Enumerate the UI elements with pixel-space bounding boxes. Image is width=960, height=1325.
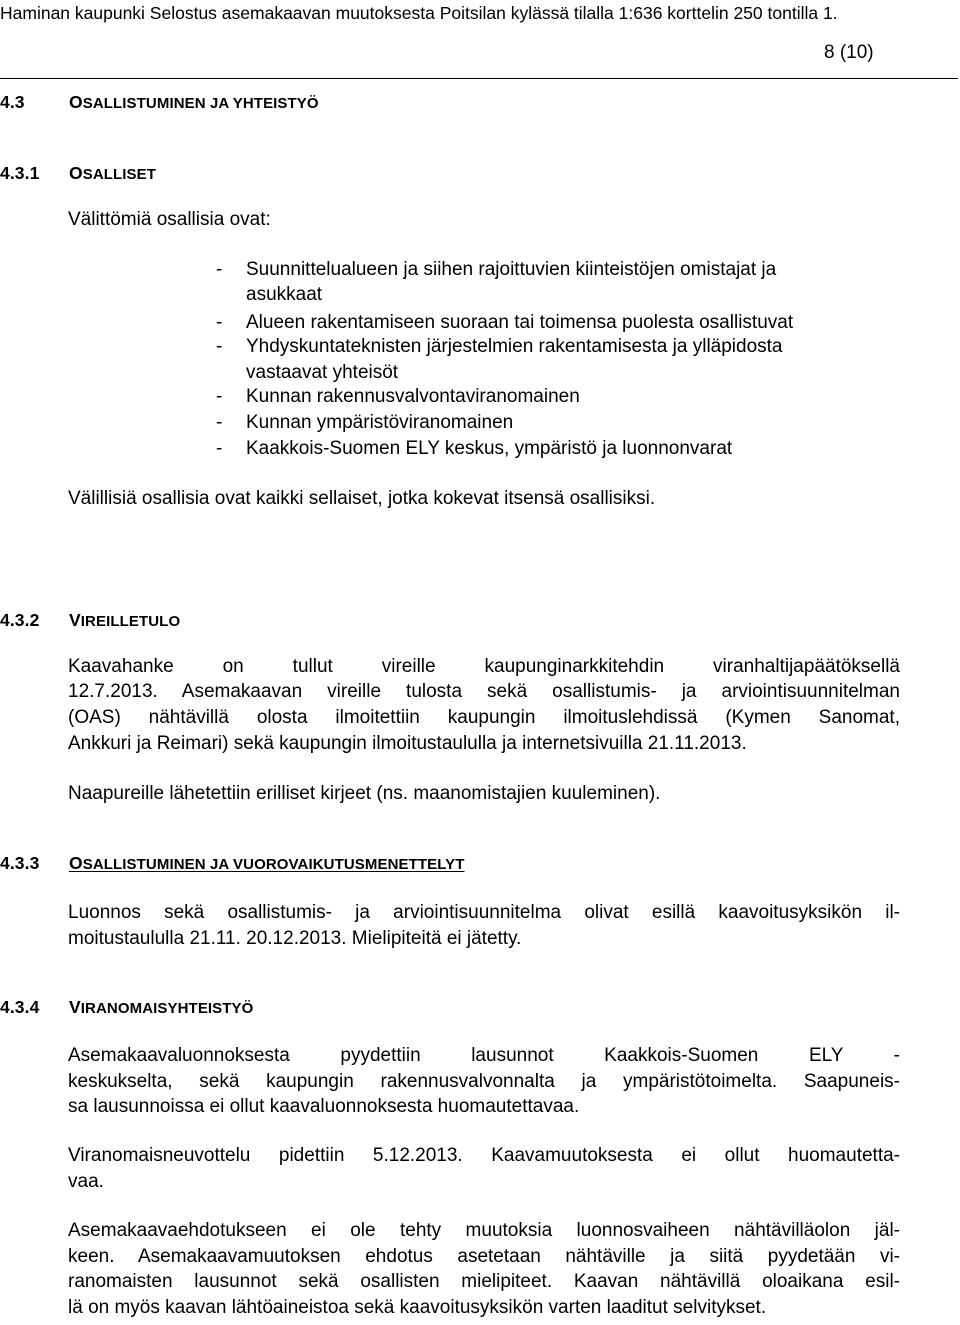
list-item-text: vastaavat yhteisöt xyxy=(246,362,399,383)
list-item-text: Kunnan rakennusvalvontaviranomainen xyxy=(246,386,580,407)
paragraph-line: moitustaululla 21.11. 20.12.2013. Mielipiteitä ei jätetty. xyxy=(68,928,522,949)
section-heading-4-3-2: 4.3.2 VIREILLETULO xyxy=(0,610,181,630)
page-number: 8 (10) xyxy=(824,42,874,63)
list-item: - xyxy=(216,336,223,357)
section-number: 4.3.3 xyxy=(0,853,40,873)
paragraph-line: 12.7.2013. Asemakaavan vireille tulosta sekä osallistumis- ja arviointisuunnitelman xyxy=(68,681,900,702)
section-number: 4.3.1 xyxy=(0,163,40,183)
section-heading-4-3-4: 4.3.4 VIRANOMAISYHTEISTYÖ xyxy=(0,997,254,1017)
paragraph-line: lä on myös kaavan lähtöaineistoa sekä kaavoitusyksikön varten laaditut selvitykset. xyxy=(68,1297,767,1318)
paragraph-line: sa lausunnoissa ei ollut kaavaluonnoksesta huomautettavaa. xyxy=(68,1096,580,1117)
paragraph-line: keskukselta, sekä kaupungin rakennusvalvonnalta ja ympäristötoimelta. Saapuneis- xyxy=(68,1071,900,1092)
paragraph-line: Kaavahanke on tullut vireille kaupunginarkkitehdin viranhaltijapäätöksellä xyxy=(68,656,900,677)
section-heading-4-3: 4.3 OSALLISTUMINEN JA YHTEISTYÖ xyxy=(0,92,319,112)
paragraph-line: Ankkuri ja Reimari) sekä kaupungin ilmoitustaululla ja internetsivuilla 21.11.2013. xyxy=(68,733,747,754)
list-item-text: Alueen rakentamiseen suoraan tai toimensa puolesta osallistuvat xyxy=(246,312,794,333)
list-item: - xyxy=(216,412,223,433)
list-item: - xyxy=(216,386,223,407)
intro-text: Välittömiä osallisia ovat: xyxy=(68,209,271,230)
paragraph-line: (OAS) nähtävillä olosta ilmoitettiin kaupungin ilmoituslehdissä (Kymen Sanomat, xyxy=(68,707,900,728)
paragraph-line: ranomaisten lausunnot sekä osallisten mielipiteet. Kaavan nähtävillä oloaikana esil- xyxy=(68,1271,900,1292)
running-header: Haminan kaupunki Selostus asemakaavan muutoksesta Poitsilan kylässä tilalla 1:636 korttelin 250 tontilla 1. xyxy=(0,3,838,23)
list-item: - xyxy=(216,312,223,333)
list-item-text: Kunnan ympäristöviranomainen xyxy=(246,412,514,433)
list-item-text: Yhdyskuntateknisten järjestelmien rakentamisesta ja ylläpidosta xyxy=(246,336,783,357)
list-item-text: asukkaat xyxy=(246,284,323,305)
section-number: 4.3.4 xyxy=(0,997,40,1017)
list-item: - xyxy=(216,259,223,280)
section-number: 4.3 xyxy=(0,92,25,112)
paragraph: Naapureille lähetettiin erilliset kirjeet (ns. maanomistajien kuuleminen). xyxy=(68,783,661,804)
header-divider xyxy=(0,78,958,79)
indirect-participants-text: Välillisiä osallisia ovat kaikki sellaiset, jotka kokevat itsensä osallisiksi. xyxy=(68,488,656,509)
paragraph-line: Luonnos sekä osallistumis- ja arviointisuunnitelma olivat esillä kaavoitusyksikön il- xyxy=(68,902,900,923)
paragraph-line: Viranomaisneuvottelu pidettiin 5.12.2013. Kaavamuutoksesta ei ollut huomautetta- xyxy=(68,1145,900,1166)
section-number: 4.3.2 xyxy=(0,610,40,630)
paragraph-line: vaa. xyxy=(68,1171,104,1192)
list-item-text: Suunnittelualueen ja siihen rajoittuvien kiinteistöjen omistajat ja xyxy=(246,259,777,280)
list-item-text: Kaakkois-Suomen ELY keskus, ympäristö ja luonnonvarat xyxy=(246,438,733,459)
list-item: - xyxy=(216,438,223,459)
section-heading-4-3-1: 4.3.1 OSALLISET xyxy=(0,163,157,183)
paragraph-line: keen. Asemakaavamuutoksen ehdotus asetetaan nähtäville ja siitä pyydetään vi- xyxy=(68,1246,900,1267)
paragraph-line: Asemakaavaluonnoksesta pyydettiin lausunnot Kaakkois-Suomen ELY - xyxy=(68,1045,900,1066)
paragraph-line: Asemakaavaehdotukseen ei ole tehty muutoksia luonnosvaiheen nähtävilläolon jäl- xyxy=(68,1220,900,1241)
section-heading-4-3-3: 4.3.3 OSALLISTUMINEN JA VUOROVAIKUTUSMENETTELYT xyxy=(0,853,465,873)
